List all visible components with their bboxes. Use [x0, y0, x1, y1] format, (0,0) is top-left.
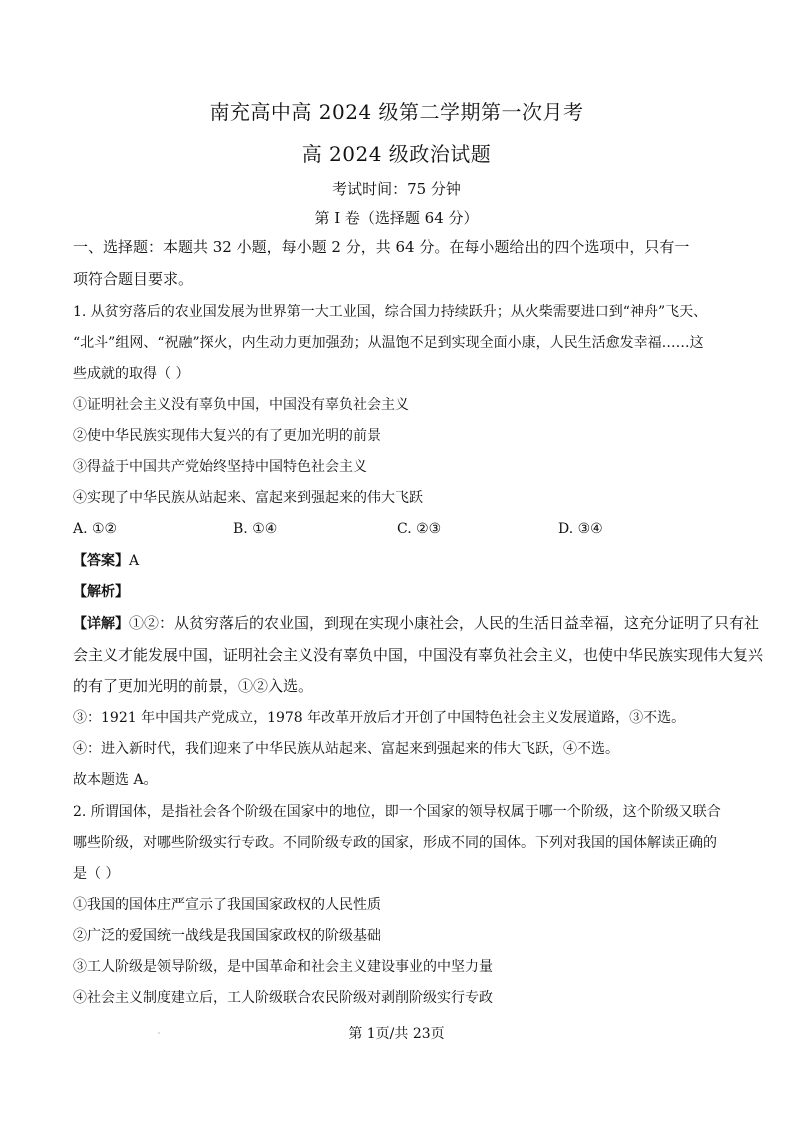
q2-item: ③工人阶级是领导阶级，是中国革命和社会主义建设事业的中坚力量: [73, 959, 493, 975]
q2-item: ①我国的国体庄严宣示了我国国家政权的人民性质: [73, 897, 381, 913]
q2-stem-line-1: 2. 所谓国体，是指社会各个阶级在国家中的地位，即一个国家的领导权属于哪一个阶级，这个阶级又联合: [73, 804, 721, 820]
instructions-line-2: 项符合题目要求。: [73, 270, 194, 288]
q1-detail-line-1: [73, 614, 760, 633]
q1-option-a: A. ①②: [73, 521, 118, 537]
instructions-line-1: 一、选择题：本题共 32 小题，每小题 2 分，共 64 分。在每小题给出的四个选项中，只有一: [73, 238, 690, 256]
q1-stem-line-2: “北斗”组网、“祝融”探火，内生动力更加强劲；从温饱不足到实现全面小康，人民生活愈发幸福……这: [73, 335, 704, 351]
q1-stem-line-1: 1. 从贫穷落后的农业国发展为世界第一大工业国，综合国力持续跃升；从火柴需要进口到“神舟”飞天、: [73, 304, 708, 320]
analysis-label: 【解析】: [73, 584, 129, 600]
q1-answer: [73, 552, 723, 570]
q1-stem-line-3: 些成就的取得（ ）: [73, 366, 190, 382]
section-heading: 第 I 卷（选择题 64 分）: [314, 209, 479, 227]
q2-item: ④社会主义制度建立后，工人阶级联合农民阶级对剥削阶级实行专政: [73, 990, 493, 1006]
q1-option-b: B. ①④: [233, 521, 278, 537]
detail-label: 【详解】: [73, 616, 129, 632]
q1-detail-line-2: 会主义才能发展中国，证明社会主义没有辜负中国，中国没有辜负社会主义，也使中华民族实现伟大复兴: [73, 646, 764, 664]
exam-subtitle: 高 2024 级政治试题: [301, 142, 492, 166]
detail-text: ①②：从贫穷落后的农业国，到现在实现小康社会，人民的生活日益幸福，这充分证明了只有社: [129, 614, 760, 632]
answer-label: 【答案】: [73, 553, 129, 569]
q1-item: ②使中华民族实现伟大复兴的有了更加光明的前景: [73, 428, 381, 444]
q1-item: ③得益于中国共产党始终坚持中国特色社会主义: [73, 459, 367, 475]
q1-item: ④实现了中华民族从站起来、富起来到强起来的伟大飞跃: [73, 490, 423, 506]
answer-value: A: [129, 553, 140, 569]
q1-item: ①证明社会主义没有辜负中国，中国没有辜负社会主义: [73, 397, 409, 413]
q1-option-d: D. ③④: [558, 521, 603, 537]
q1-analysis-label: [73, 583, 723, 601]
q1-detail-line-5: ④：进入新时代，我们迎来了中华民族从站起来、富起来到强起来的伟大飞跃，④不选。: [73, 741, 619, 757]
exam-title: 南充高中高 2024 级第二学期第一次月考: [209, 100, 584, 124]
q2-stem-line-3: 是（ ）: [73, 866, 120, 882]
exam-time: 考试时间：75 分钟: [332, 180, 461, 198]
q2-stem-line-2: 哪些阶级，对哪些阶级实行专政。不同阶级专政的国家，形成不同的国体。下列对我国的国体解读正确的: [73, 835, 717, 851]
q1-option-c: C. ②③: [397, 521, 442, 537]
q1-detail-line-3: 的有了更加光明的前景，①②入选。: [73, 677, 314, 695]
q1-conclusion: 故本题选 A。: [73, 772, 158, 788]
page-footer: 第 1页/共 23页: [348, 1026, 445, 1042]
q1-detail-line-4: ③：1921 年中国共产党成立，1978 年改革开放后才开创了中国特色社会主义发展道路，③不选。: [73, 710, 686, 726]
q2-item: ②广泛的爱国统一战线是我国国家政权的阶级基础: [73, 928, 381, 944]
